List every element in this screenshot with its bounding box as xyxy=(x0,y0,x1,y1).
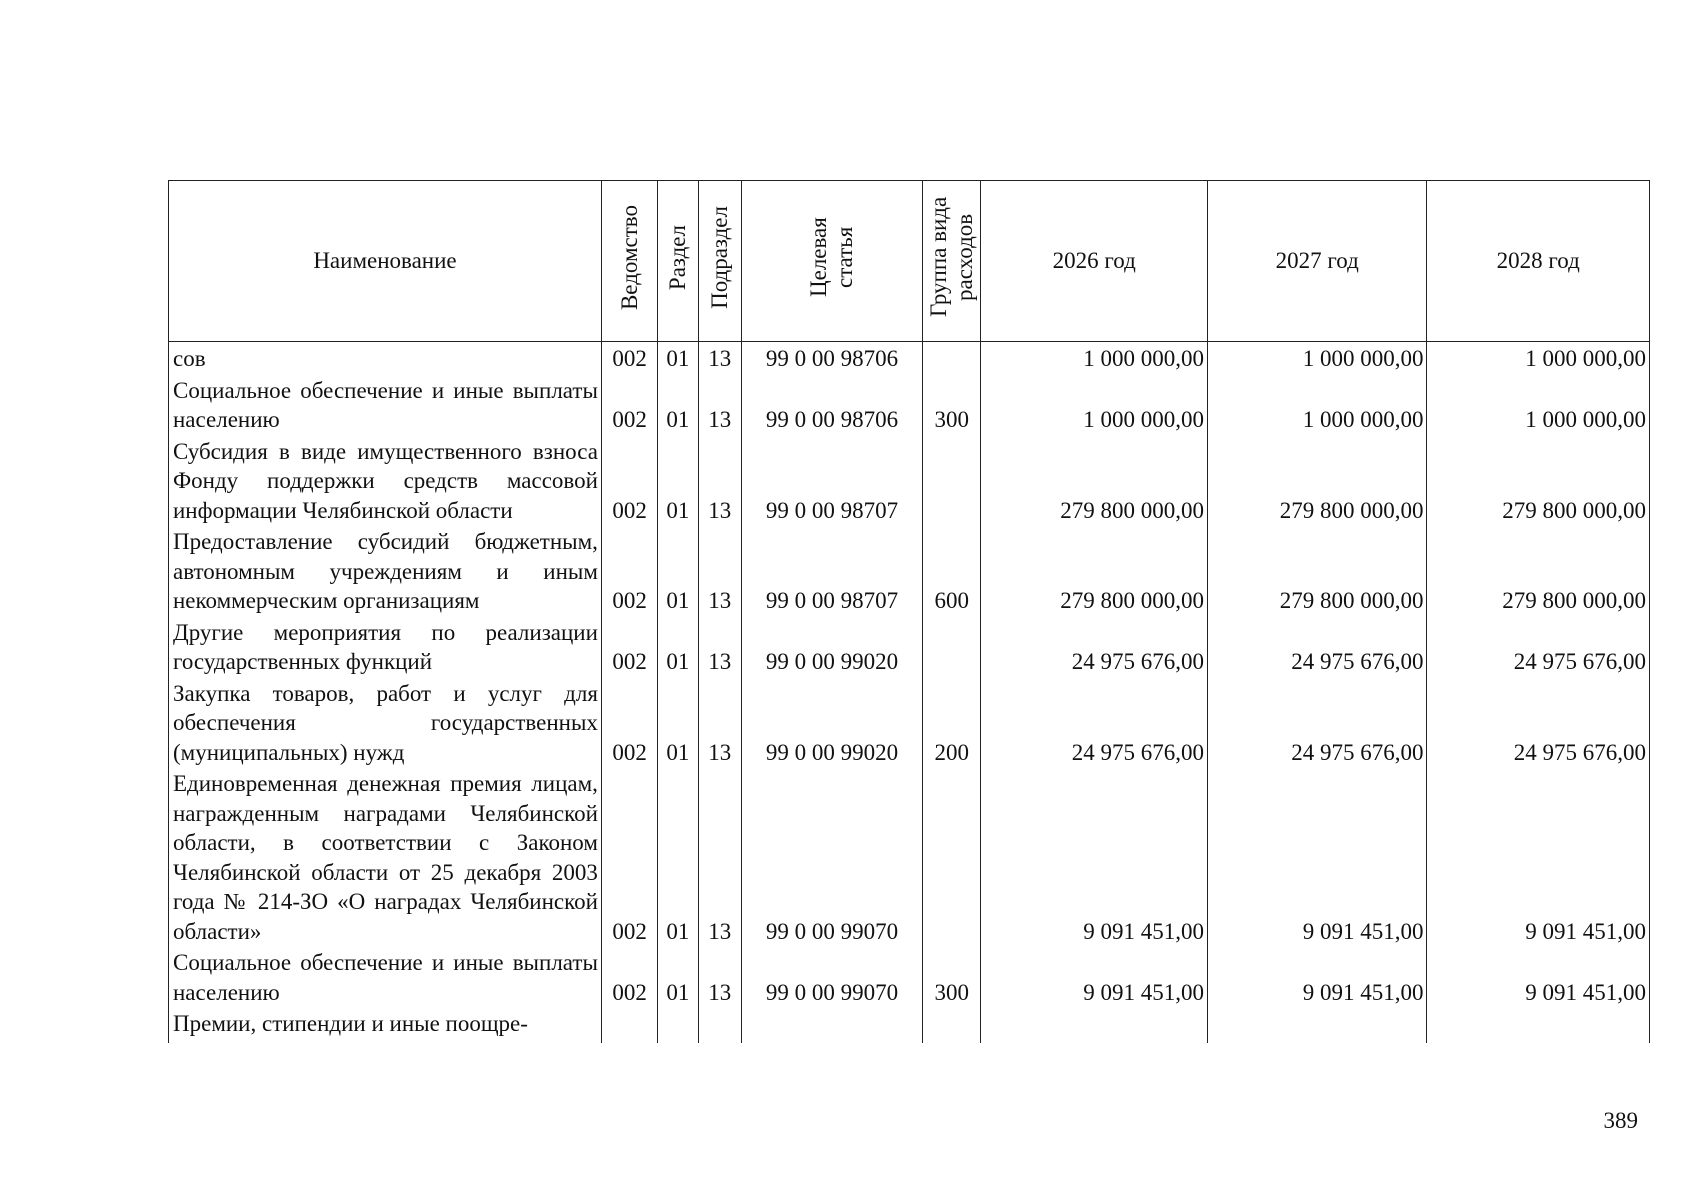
row-vedomstvo: 002 xyxy=(601,616,657,677)
row-2027: 9 091 451,00 xyxy=(1207,946,1426,1007)
row-2027: 1 000 000,00 xyxy=(1207,374,1426,435)
row-2028: 24 975 676,00 xyxy=(1427,616,1650,677)
table-row xyxy=(169,616,1650,677)
row-2026: 279 800 000,00 xyxy=(981,435,1208,526)
row-tselevaya: 99 0 00 99020 xyxy=(741,616,922,677)
row-tselevaya: 99 0 00 98706 xyxy=(741,374,922,435)
row-2026 xyxy=(981,1007,1208,1043)
row-podrazdel: 13 xyxy=(698,946,741,1007)
row-podrazdel: 13 xyxy=(698,677,741,768)
row-2028: 1 000 000,00 xyxy=(1427,374,1650,435)
row-vedomstvo: 002 xyxy=(601,374,657,435)
header-gruppa: Группа вида расходов xyxy=(923,181,981,342)
row-2026: 9 091 451,00 xyxy=(981,946,1208,1007)
row-2028 xyxy=(1427,1007,1650,1043)
row-podrazdel xyxy=(698,1007,741,1043)
row-razdel: 01 xyxy=(658,374,698,435)
row-2028: 24 975 676,00 xyxy=(1427,677,1650,768)
row-name: сов xyxy=(169,342,602,374)
table-row xyxy=(169,677,1650,768)
row-2026: 24 975 676,00 xyxy=(981,677,1208,768)
row-2028: 279 800 000,00 xyxy=(1427,525,1650,616)
row-name: Предоставление субсидий бюджетным, автономным учреждениям и иным некоммерческим организациям xyxy=(169,525,602,616)
row-2027: 279 800 000,00 xyxy=(1207,435,1426,526)
row-2027: 24 975 676,00 xyxy=(1207,677,1426,768)
row-2026: 1 000 000,00 xyxy=(981,374,1208,435)
row-name: Премии, стипендии и иные поощре- xyxy=(169,1007,602,1043)
row-gruppa xyxy=(923,435,981,526)
row-gruppa: 300 xyxy=(923,946,981,1007)
header-2028: 2028 год xyxy=(1427,181,1650,342)
row-tselevaya: 99 0 00 99070 xyxy=(741,946,922,1007)
row-podrazdel: 13 xyxy=(698,767,741,946)
row-vedomstvo: 002 xyxy=(601,435,657,526)
table-row xyxy=(169,1007,1650,1043)
header-razdel: Раздел xyxy=(658,181,698,342)
header-name: Наименование xyxy=(169,181,602,342)
row-tselevaya: 99 0 00 99020 xyxy=(741,677,922,768)
header-2026: 2026 год xyxy=(981,181,1208,342)
row-2027: 24 975 676,00 xyxy=(1207,616,1426,677)
row-2028: 9 091 451,00 xyxy=(1427,767,1650,946)
row-2028: 279 800 000,00 xyxy=(1427,435,1650,526)
row-2027 xyxy=(1207,1007,1426,1043)
row-name: Социальное обеспечение и иные выплаты населению xyxy=(169,374,602,435)
row-2027: 279 800 000,00 xyxy=(1207,525,1426,616)
row-2027: 9 091 451,00 xyxy=(1207,767,1426,946)
header-vedomstvo: Ведомство xyxy=(601,181,657,342)
row-razdel: 01 xyxy=(658,435,698,526)
row-razdel: 01 xyxy=(658,525,698,616)
row-gruppa: 300 xyxy=(923,374,981,435)
row-podrazdel: 13 xyxy=(698,374,741,435)
table-row xyxy=(169,767,1650,946)
row-gruppa xyxy=(923,342,981,374)
row-2026: 9 091 451,00 xyxy=(981,767,1208,946)
row-name: Социальное обеспечение и иные выплаты населению xyxy=(169,946,602,1007)
row-tselevaya xyxy=(741,1007,922,1043)
row-2028: 9 091 451,00 xyxy=(1427,946,1650,1007)
row-razdel: 01 xyxy=(658,767,698,946)
row-gruppa xyxy=(923,616,981,677)
row-vedomstvo: 002 xyxy=(601,525,657,616)
row-razdel: 01 xyxy=(658,342,698,374)
row-tselevaya: 99 0 00 98707 xyxy=(741,525,922,616)
row-podrazdel: 13 xyxy=(698,342,741,374)
row-2027: 1 000 000,00 xyxy=(1207,342,1426,374)
row-2028: 1 000 000,00 xyxy=(1427,342,1650,374)
table-header xyxy=(169,181,1650,342)
row-2026: 1 000 000,00 xyxy=(981,342,1208,374)
row-razdel xyxy=(658,1007,698,1043)
row-vedomstvo: 002 xyxy=(601,767,657,946)
header-podrazdel: Подраздел xyxy=(698,181,741,342)
row-2026: 24 975 676,00 xyxy=(981,616,1208,677)
row-podrazdel: 13 xyxy=(698,525,741,616)
row-gruppa: 200 xyxy=(923,677,981,768)
row-gruppa xyxy=(923,767,981,946)
table-row xyxy=(169,374,1650,435)
table-row xyxy=(169,525,1650,616)
row-razdel: 01 xyxy=(658,677,698,768)
row-vedomstvo: 002 xyxy=(601,946,657,1007)
row-razdel: 01 xyxy=(658,946,698,1007)
row-podrazdel: 13 xyxy=(698,435,741,526)
row-name: Закупка товаров, работ и услуг для обеспечения государственных (муниципальных) нужд xyxy=(169,677,602,768)
row-tselevaya: 99 0 00 99070 xyxy=(741,767,922,946)
table-row xyxy=(169,946,1650,1007)
budget-table xyxy=(168,180,1650,1043)
row-vedomstvo: 002 xyxy=(601,677,657,768)
row-name: Единовременная денежная премия лицам, награжденным наградами Челябинской области, в соответствии с Законом Челябинской области от 25 декабря 2003 года № 214-ЗО «О наградах Челябинской области» xyxy=(169,767,602,946)
row-name: Другие мероприятия по реализации государственных функций xyxy=(169,616,602,677)
table-row xyxy=(169,342,1650,374)
header-2027: 2027 год xyxy=(1207,181,1426,342)
header-tselevaya: Целевая статья xyxy=(741,181,922,342)
table-row xyxy=(169,435,1650,526)
row-tselevaya: 99 0 00 98707 xyxy=(741,435,922,526)
table-body xyxy=(169,342,1650,1044)
row-name: Субсидия в виде имущественного взноса Фонду поддержки средств массовой информации Челябинской области xyxy=(169,435,602,526)
row-podrazdel: 13 xyxy=(698,616,741,677)
row-razdel: 01 xyxy=(658,616,698,677)
row-2026: 279 800 000,00 xyxy=(981,525,1208,616)
row-gruppa: 600 xyxy=(923,525,981,616)
row-vedomstvo: 002 xyxy=(601,342,657,374)
row-tselevaya: 99 0 00 98706 xyxy=(741,342,922,374)
row-gruppa xyxy=(923,1007,981,1043)
page-number: 389 xyxy=(1603,1108,1638,1133)
row-vedomstvo xyxy=(601,1007,657,1043)
